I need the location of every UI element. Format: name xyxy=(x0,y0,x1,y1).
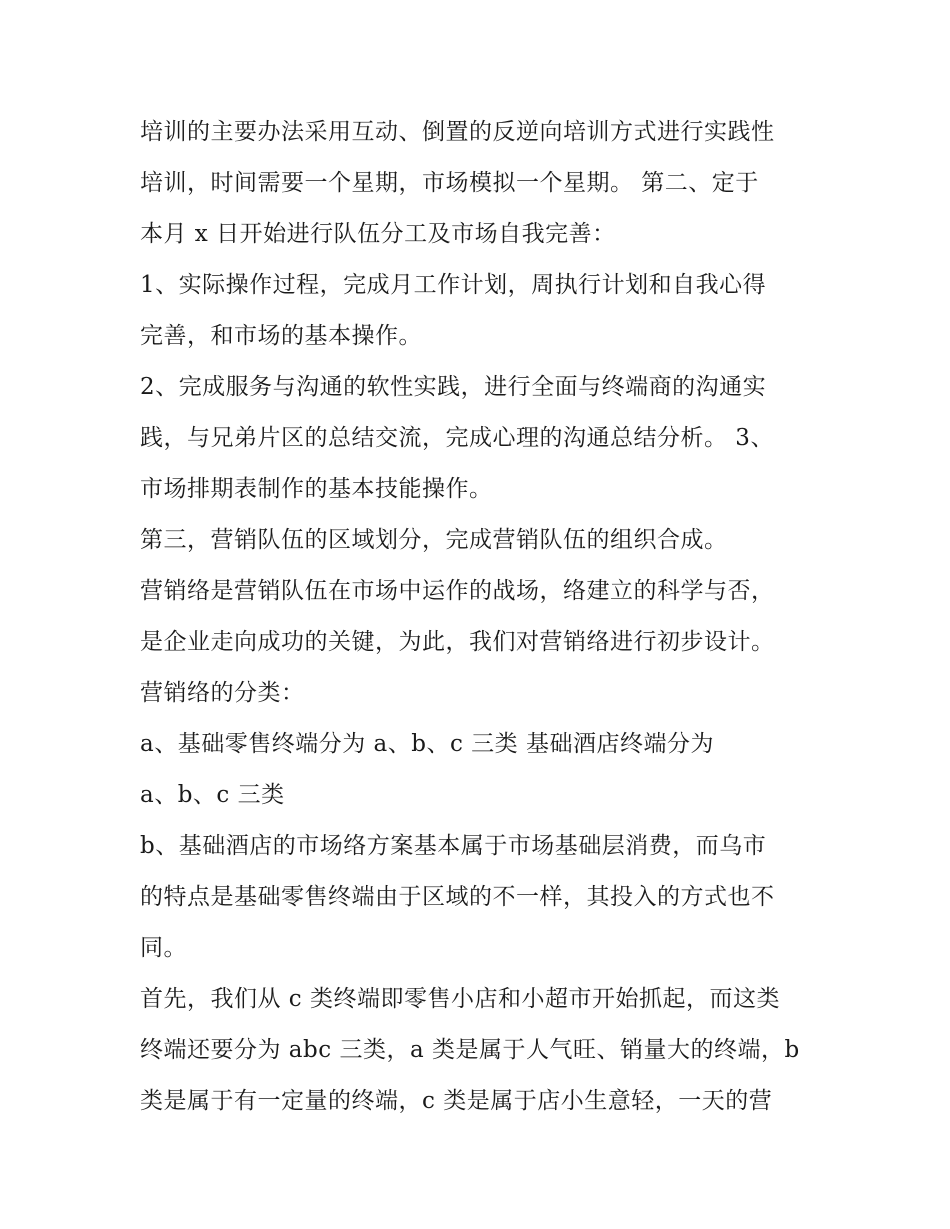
text-line-14: a、b、c 三类 xyxy=(140,782,285,808)
body-text xyxy=(140,107,820,1127)
text-line-1: 培训的主要办法采用互动、倒置的反逆向培训方式进行实践性 xyxy=(140,119,775,145)
text-line-10: 营销络是营销队伍在市场中运作的战场，络建立的科学与否， xyxy=(140,578,775,604)
text-line-5: 完善，和市场的基本操作。 xyxy=(140,323,422,349)
text-line-2: 培训，时间需要一个星期，市场模拟一个星期。 第二、定于 xyxy=(140,170,759,196)
text-line-17: 同。 xyxy=(140,935,187,961)
text-line-9: 第三，营销队伍的区域划分，完成营销队伍的组织合成。 xyxy=(140,527,728,553)
text-line-20: 类是属于有一定量的终端，c 类是属于店小生意轻，一天的营 xyxy=(140,1088,773,1114)
text-line-3: 本月 x 日开始进行队伍分工及市场自我完善： xyxy=(140,221,616,247)
text-line-19: 终端还要分为 abc 三类，a 类是属于人气旺、销量大的终端，b xyxy=(140,1037,800,1063)
text-line-7: 践，与兄弟片区的总结交流，完成心理的沟通总结分析。 3、 xyxy=(140,425,774,451)
text-line-18: 首先，我们从 c 类终端即零售小店和小超市开始抓起，而这类 xyxy=(140,986,781,1012)
text-line-16: 的特点是基础零售终端由于区域的不一样，其投入的方式也不 xyxy=(140,884,775,910)
text-line-6: 2、完成服务与沟通的软性实践，进行全面与终端商的沟通实 xyxy=(140,374,767,400)
text-line-13: a、基础零售终端分为 a、b、c 三类 基础酒店终端分为 xyxy=(140,731,714,757)
text-line-8: 市场排期表制作的基本技能操作。 xyxy=(140,476,493,502)
text-line-12: 营销络的分类： xyxy=(140,680,305,706)
text-line-4: 1、实际操作过程，完成月工作计划，周执行计划和自我心得 xyxy=(140,272,767,298)
text-line-15: b、基础酒店的市场络方案基本属于市场基础层消费，而乌市 xyxy=(140,833,767,859)
text-line-11: 是企业走向成功的关键，为此，我们对营销络进行初步设计。 xyxy=(140,629,775,655)
